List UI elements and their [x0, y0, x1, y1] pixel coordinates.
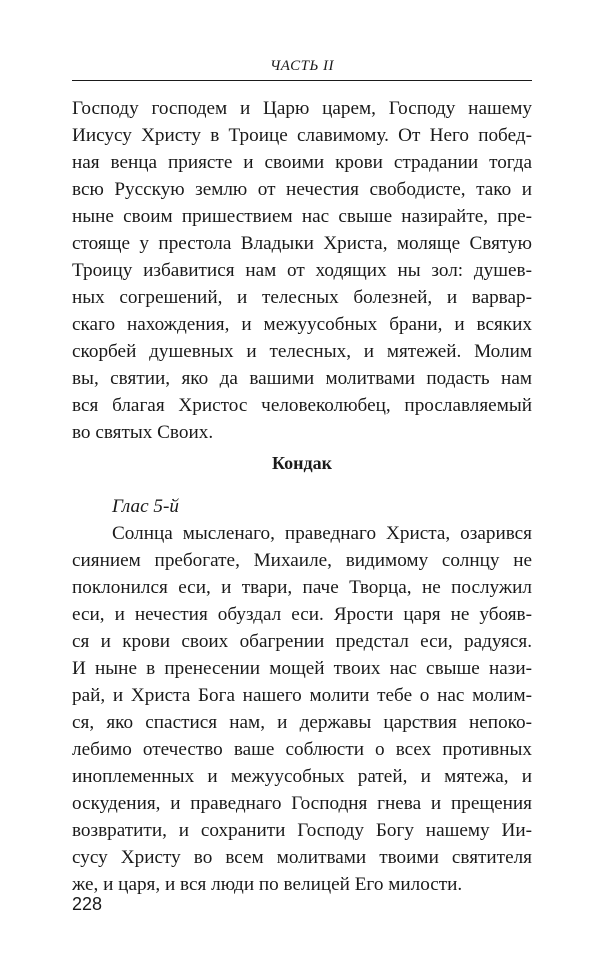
text-line: ныне своим пришествием нас свыше назирайте, пре- — [72, 206, 532, 227]
text-line: стояще у престола Владыки Христа, моляще Святую — [72, 233, 532, 254]
tone-label: Глас 5-й — [112, 496, 179, 517]
header-rule — [72, 80, 532, 81]
text-line: Господу господем и Царю царем, Господу нашему — [72, 98, 532, 119]
text-line: И ныне в пренесении мощей твоих нас свыше нази- — [72, 658, 532, 679]
text-line: ся, яко спастися нам, и державы царствия непоко- — [72, 712, 532, 733]
text-line: лебимо отечество ваше соблюсти о всех противных — [72, 739, 532, 760]
text-line: ся и крови своих обагрении предстал еси, радуяся. — [72, 631, 532, 652]
running-head: ЧАСТЬ II — [269, 58, 335, 74]
text-line: рай, и Христа Бога нашего молити тебе о нас молим- — [72, 685, 532, 706]
text-line: Иисусу Христу в Троице славимому. От Него побед- — [72, 125, 532, 146]
text-line: скаго нахождения, и межуусобных брани, и всяких — [72, 314, 532, 335]
text-line: же, и царя, и вся люди по велицей Его милости. — [72, 874, 463, 895]
section-heading: Кондак — [271, 453, 332, 473]
page-number: 228 — [72, 894, 103, 914]
text-line: скорбей душевных и телесных, и мятежей. Молим — [72, 341, 532, 362]
text-line: Троицу избавитися нам от ходящих ны зол: душев- — [72, 260, 532, 281]
text-line: всю Русскую землю от нечестия свободисте, тако и — [72, 179, 532, 200]
text-line: вы, святии, яко да вашими молитвами подасть нам — [72, 368, 532, 389]
text-line: сиянием пребогате, Михаиле, видимому солнцу не — [72, 550, 532, 571]
text-line: возвратити, и сохранити Господу Богу нашему Ии- — [72, 820, 532, 841]
text-line: сусу Христу во всем молитвами твоими святителя — [72, 847, 532, 868]
text-line: поклонился еси, и твари, паче Творца, не послужил — [72, 577, 532, 598]
text-line: ная венца приясте и своими крови страдании тогда — [72, 152, 532, 173]
text-line: ных согрешений, и телесных болезней, и варвар- — [72, 287, 532, 308]
text-line: оскудения, и праведнаго Господня гнева и прещения — [72, 793, 532, 814]
text-line: иноплеменных и межуусобных ратей, и мятежа, и — [72, 766, 532, 787]
text-line: во святых Своих. — [72, 422, 214, 443]
paragraph-troparion — [72, 95, 532, 446]
text-line: еси, и нечестия обуздал еси. Ярости царя не убояв- — [72, 604, 532, 625]
paragraph-kontakion — [72, 493, 532, 898]
text-line: Солнца мысленаго, праведнаго Христа, озарився — [112, 523, 532, 544]
text-line: вся благая Христос человеколюбец, прославляемый — [72, 395, 532, 416]
